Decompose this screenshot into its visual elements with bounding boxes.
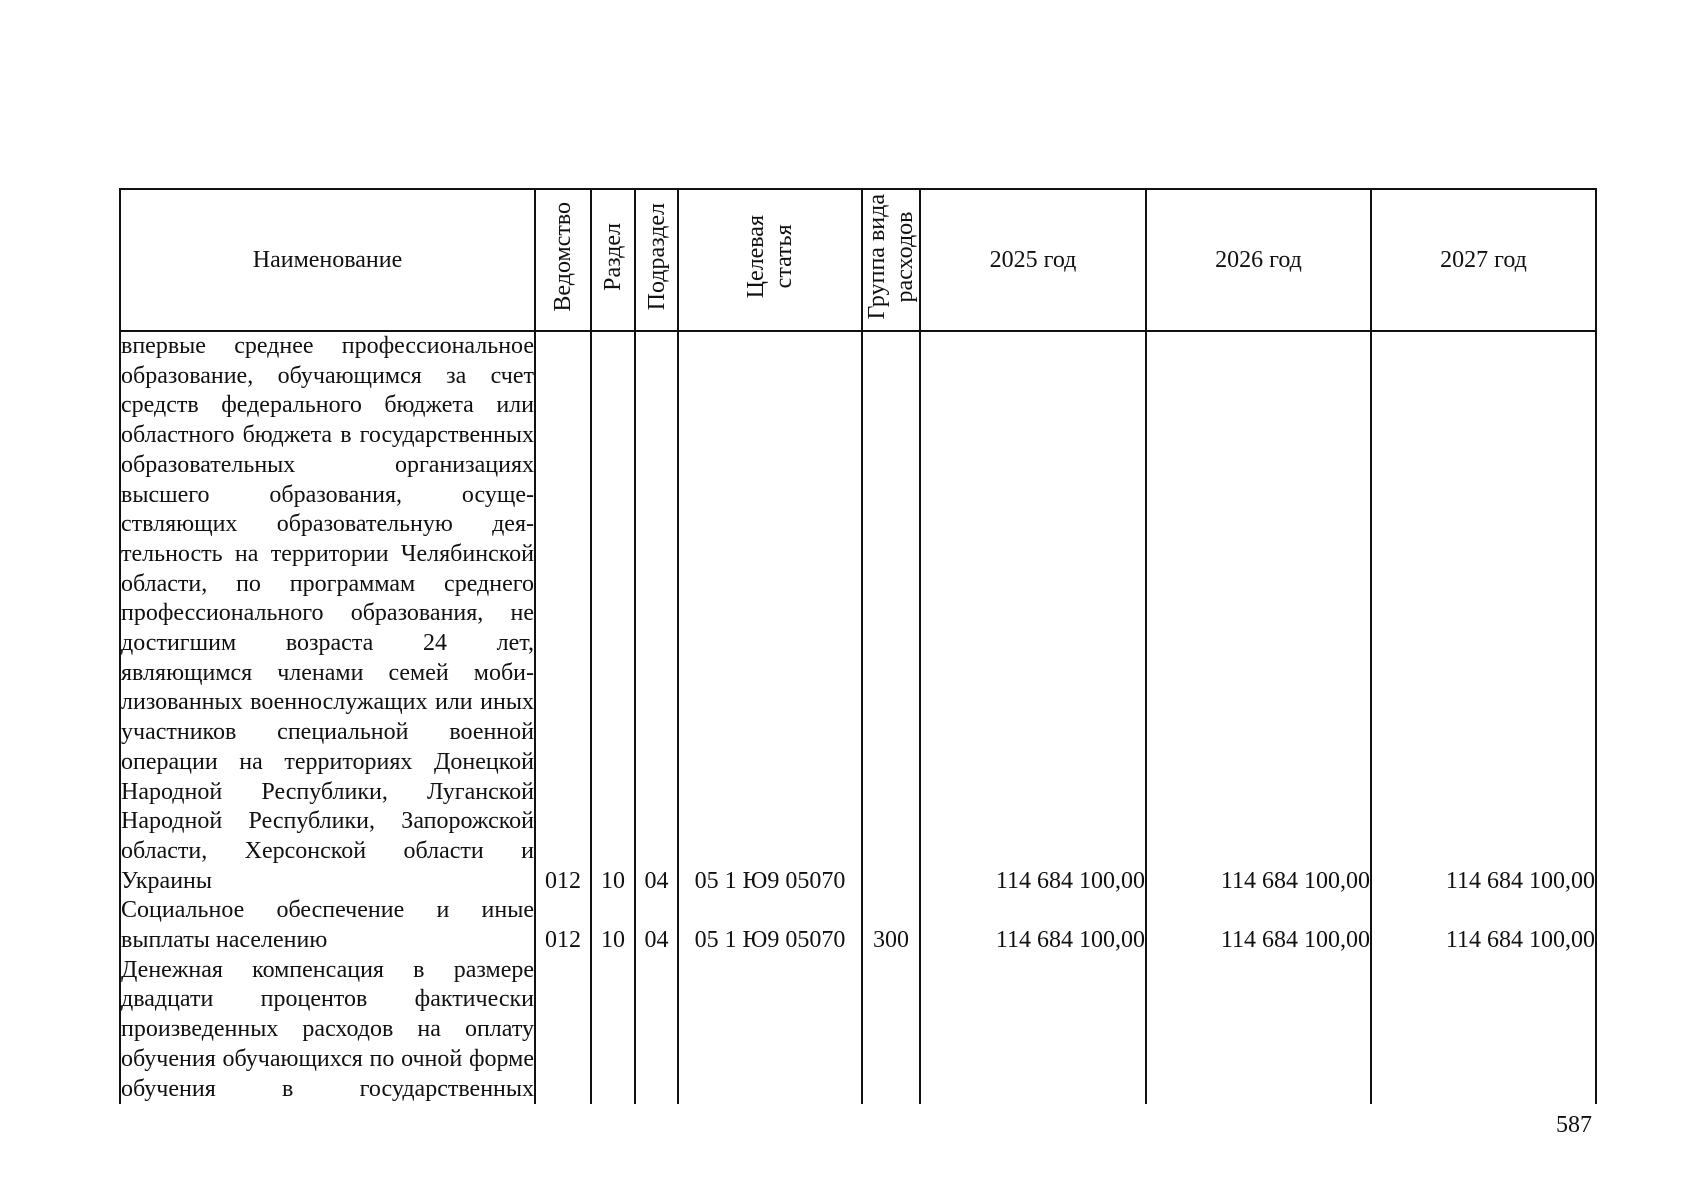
table-header-row (120, 189, 1596, 331)
row-razdel: 10 (591, 331, 635, 896)
row-vedomstvo (535, 956, 591, 1105)
table-row (120, 956, 1596, 1105)
row-celevaya-statya (678, 956, 862, 1105)
row-amount-2027: 114 684 100,00 (1371, 331, 1596, 896)
header-2025: 2025 год (920, 189, 1146, 331)
table-row (120, 331, 1596, 896)
table-row (120, 896, 1596, 955)
header-podrazdel: Подраздел (635, 189, 678, 331)
row-name: Денежная компенсация в размере двадцати процентов фактически произведенных расходов на оплату обучения обучающихся по очной форме обучения в государственных (120, 956, 535, 1105)
row-amount-2026 (1146, 956, 1371, 1105)
header-2027: 2027 год (1371, 189, 1596, 331)
row-amount-2027: 114 684 100,00 (1371, 896, 1596, 955)
row-amount-2026: 114 684 100,00 (1146, 896, 1371, 955)
row-amount-2025: 114 684 100,00 (920, 331, 1146, 896)
row-amount-2025 (920, 956, 1146, 1105)
row-amount-2026: 114 684 100,00 (1146, 331, 1371, 896)
row-razdel (591, 956, 635, 1105)
row-name: впервые среднее профессиональное образование, обучающимся за счет средств федерального бюджета или областного бюджета в государственных образовательных организациях высшего образования, осуществляющих образовательную деятельность на территории Челябинской области, по программам среднего профессионального образования, не достигшим возраста 24 лет, являющимся членами семей мобилизованных военнослужащих или иных участников специальной военной операции на территориях Донецкой Народной Республики, Луганской Народной Республики, Запорожской области, Херсонской области и Украины (120, 331, 535, 896)
row-name: Социальное обеспечение и иные выплаты населению (120, 896, 535, 955)
header-vedomstvo: Ведомство (535, 189, 591, 331)
row-celevaya-statya: 05 1 Ю9 05070 (678, 331, 862, 896)
row-amount-2025: 114 684 100,00 (920, 896, 1146, 955)
row-podrazdel: 04 (635, 896, 678, 955)
row-vedomstvo: 012 (535, 331, 591, 896)
header-razdel: Раздел (591, 189, 635, 331)
row-gruppa: 300 (862, 896, 920, 955)
header-gruppa-vida-rashodov: Группа вида расходов (862, 189, 920, 331)
row-razdel: 10 (591, 896, 635, 955)
row-vedomstvo: 012 (535, 896, 591, 955)
row-podrazdel: 04 (635, 331, 678, 896)
row-gruppa (862, 956, 920, 1105)
budget-table (119, 188, 1597, 1104)
row-gruppa (862, 331, 920, 896)
row-podrazdel (635, 956, 678, 1105)
header-name: Наименование (120, 189, 535, 331)
header-2026: 2026 год (1146, 189, 1371, 331)
header-celevaya-statya: Целевая статья (678, 189, 862, 331)
row-celevaya-statya: 05 1 Ю9 05070 (678, 896, 862, 955)
page-number: 587 (1556, 1112, 1592, 1138)
row-amount-2027 (1371, 956, 1596, 1105)
